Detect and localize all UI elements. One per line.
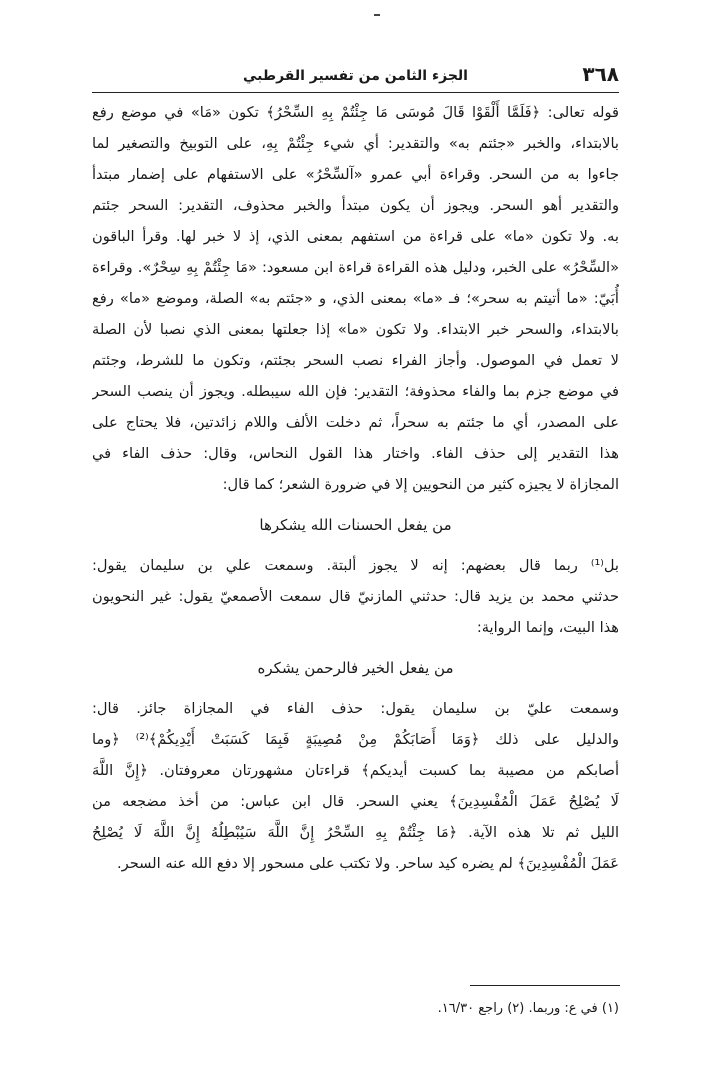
- text-line: عَمَلَ الْمُفْسِدِينَ﴾ لم يضره كيد ساحر. ولا تكتب على مسحور إلا دفع الله عنه السحر.: [117, 855, 619, 872]
- text-line: والتقدير أهو السحر. ويجوز أن يكون مبتدأ والخبر محذوف، التقدير: السحر جئتم: [92, 197, 619, 214]
- text-line: قوله تعالى: ﴿فَلَمَّا أَلْقَوْا قَالَ مُوسَى مَا جِئْتُمْ بِهِ السِّحْرُ﴾ تكون «مَا» في موضع رفع: [92, 104, 619, 121]
- text-line: على المصدر، أي ما جئتم به سحراً، ثم دخلت الألف واللام زائدتين، فلا يحتاج على: [92, 414, 619, 431]
- text-line: جاءوا به من السحر. وقراءة أبي عمرو «آلسِّحْرُ» على الاستفهام على إضمار مبتدأ: [92, 166, 619, 183]
- text-line: هذا البيت، وإنما الرواية:: [476, 619, 619, 636]
- text-line: بالابتداء، والسحر خبر الابتداء. ولا تكون «ما» إذا جعلتها بمعنى الذي نصبا لأن الصلة: [92, 321, 619, 338]
- text-line: حدثني محمد بن يزيد قال: حدثني المازنيّ قال سمعت الأصمعيّ يقول: غير النحويون: [92, 588, 619, 605]
- text-line: بالابتداء، والخبر «جئتم به» والتقدير: أي شيء جِئْتُمْ بِهِ، على التوبيخ والتصغير لما: [92, 135, 619, 152]
- footnotes: (١) في ع: وربما. (٢) راجع ١٦/٣٠.: [437, 1001, 619, 1016]
- text-line: والدليل على ذلك ﴿وَمَا أَصَابَكُمْ مِنْ مُصِيبَةٍ فَبِمَا كَسَبَتْ أَيْدِيكُمْ﴾⁽²⁾ ﴿وما: [92, 731, 619, 748]
- text-line: لا تعمل في الموصول. وأجاز الفراء نصب السحر بجئتم، وتكون ما للشرط، وجئتم: [92, 352, 619, 369]
- text-line: أُبَيّ: «ما أتيتم به سحر»؛ فـ «ما» بمعنى الذي، و «جئتم به» الصلة، وموضع «ما» رفع: [92, 290, 619, 307]
- paragraph-1: [92, 97, 619, 500]
- text-line: لَا يُصْلِحُ عَمَلَ الْمُفْسِدِينَ﴾ يعني السحر. قال ابن عباس: من أخذ مضجعه من: [92, 793, 619, 810]
- text-line: في موضع جزم بما والفاء محذوفة؛ التقدير: فإن الله سيبطله. ويجوز أن ينصب السحر: [92, 383, 619, 400]
- scan-mark: [374, 14, 380, 16]
- page-number: ٣٦٨: [582, 62, 619, 86]
- text-line: وسمعت عليّ بن سليمان يقول: حذف الفاء في المجازاة جائز. قال:: [92, 700, 619, 717]
- text-line: الليل ثم تلا هذه الآية. ﴿مَا جِئْتُمْ بِهِ السِّحْرُ إِنَّ اللَّهَ سَيُبْطِلُهُ إِنَّ اللَّهَ لَا يُصْلِحُ: [92, 824, 619, 841]
- text-line: المجازاة لا يجيزه كثير من النحويين إلا في ضرورة الشعر؛ كما قال:: [222, 476, 619, 493]
- text-line: به. ولا تكون «ما» على قراءة من استفهم بمعنى الذي، إذ لا خبر لها. وقرأ الباقون: [92, 228, 619, 245]
- text-line: هذا التقدير إلى حذف الفاء. واختار هذا القول النحاس، وقال: حذف الفاء في: [92, 445, 619, 462]
- poetry-verse: من يفعل الخير فالرحمن يشكره: [257, 659, 454, 677]
- paragraph-3: [92, 693, 619, 879]
- footnote-divider: [470, 985, 620, 986]
- poetry-verse: من يفعل الحسنات الله يشكرها: [259, 516, 452, 534]
- text-line: «السِّحْرُ» على الخبر، ودليل هذه القراءة قراءة ابن مسعود: «مَا جِئْتُمْ بِهِ سِحْرٌ». وقراءة: [92, 259, 619, 276]
- text-line: أصابكم من مصيبة بما كسبت أيديكم﴾ قراءتان مشهورتان معروفتان. ﴿إِنَّ اللَّهَ: [92, 762, 619, 779]
- page-header: [92, 58, 619, 93]
- text-line: بل⁽¹⁾ ربما قال بعضهم: إنه لا يجوز ألبتة. وسمعت علي بن سليمان يقول:: [92, 557, 619, 574]
- paragraph-2: [92, 550, 619, 643]
- main-text: [92, 97, 619, 879]
- running-title: الجزء الثامن من تفسير القرطبي: [243, 68, 468, 84]
